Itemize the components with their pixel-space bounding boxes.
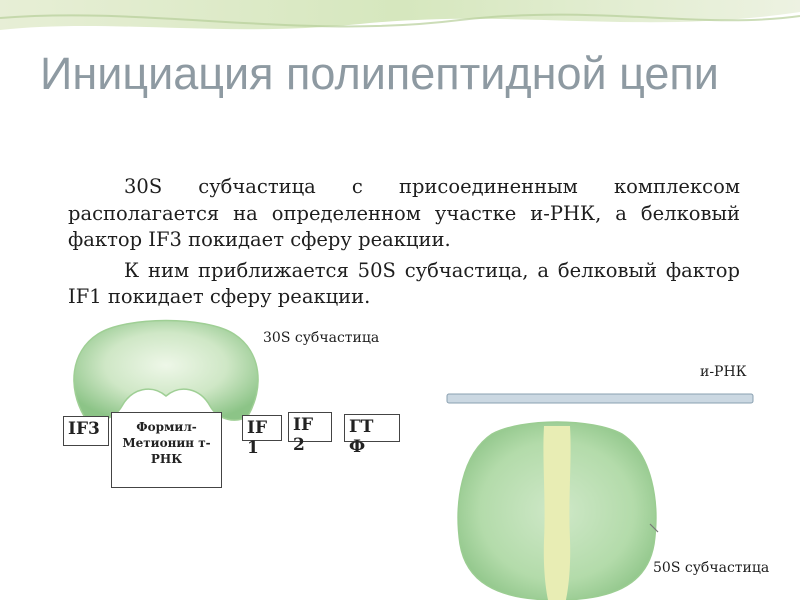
mrna-label: и-РНК — [700, 364, 747, 380]
if2-box: IF 2 — [288, 412, 332, 442]
if3-box: IF3 — [63, 416, 109, 446]
mrna-strand-shape — [446, 392, 756, 406]
slide-title: Инициация полипептидной цепи — [40, 48, 719, 99]
slide-body — [68, 174, 740, 315]
50s-subunit-shape — [452, 420, 662, 600]
paragraph-2: К ним приближается 50S субчастица, а белковый фактор IF1 покидает сферу реакции. — [68, 258, 740, 308]
fmet-trna-box: Формил-Метионин т-РНК — [111, 412, 222, 488]
gtp-box: ГТ Ф — [344, 414, 400, 442]
30s-subunit-label: 30S субчастица — [263, 330, 380, 346]
if1-box: IF 1 — [242, 415, 282, 441]
50s-subunit-label: 50S субчастица — [653, 560, 770, 576]
paragraph-1: 30S субчастица с присоединенным комплексом располагается на определенном участке и-РНК, а белковый фактор IF3 покидает сферу реакции. — [68, 175, 740, 251]
